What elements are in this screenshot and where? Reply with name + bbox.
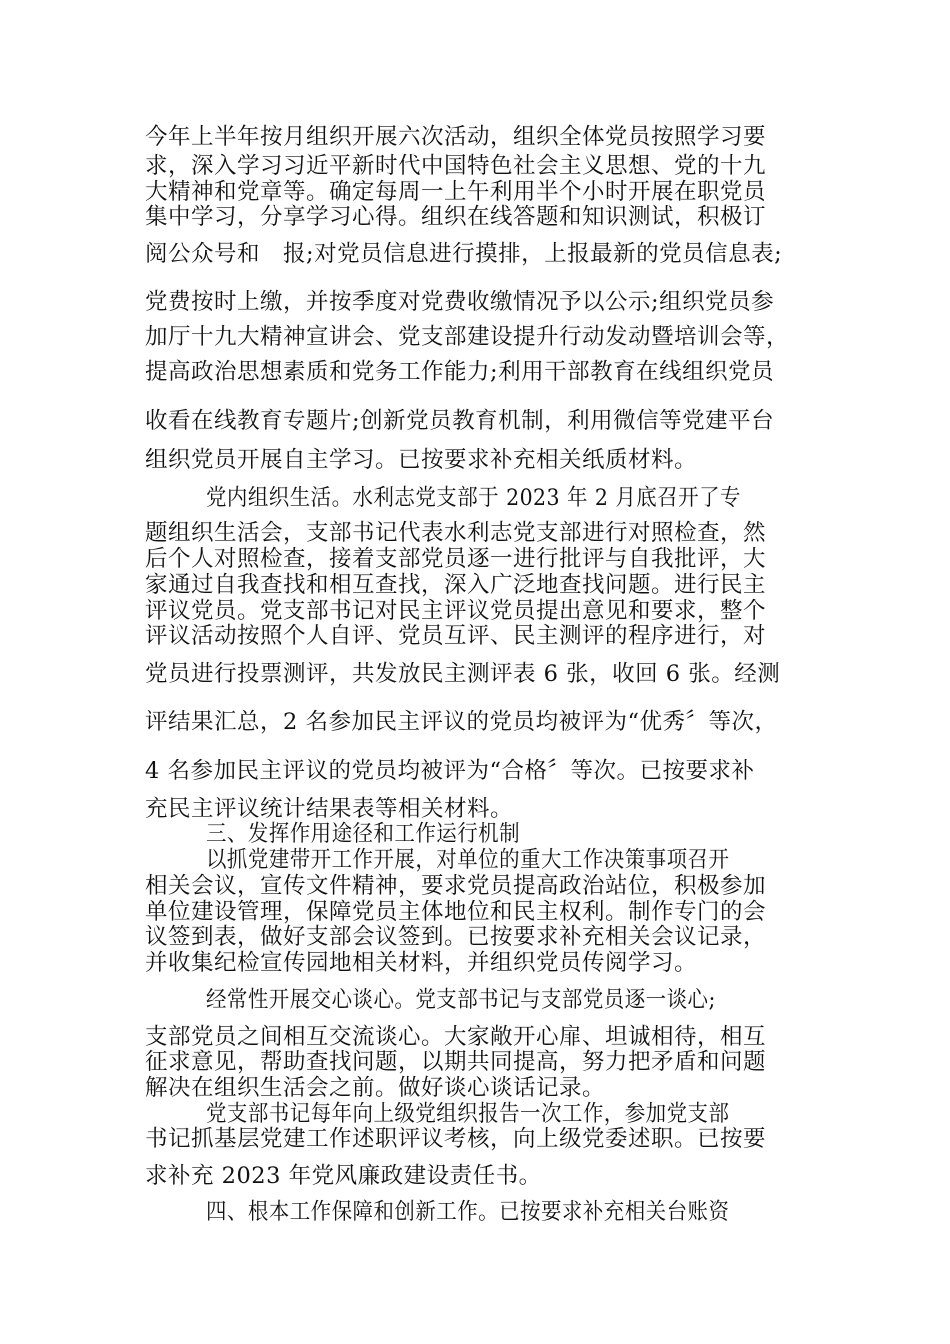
text-line: 并收集纪检宣传园地相关材料，并组织党员传阅学习。 (145, 950, 698, 976)
text-line: 题组织生活会，支部书记代表水利志党支部进行对照检查，然 (145, 520, 767, 546)
paragraph-first-line: 经常性开展交心谈心。党支部书记与支部党员逐一谈心; (206, 987, 716, 1013)
text-line: 党费按时上缴，并按季度对党费收缴情况予以公示;组织党员参 (145, 289, 775, 315)
text-line: 加厅十九大精神宣讲会、党支部建设提升行动发动暨培训会等， (145, 324, 790, 350)
text-line: 求补充 2023 年党风廉政建设责任书。 (145, 1163, 542, 1189)
text-line: 集中学习，分享学习心得。组织在线答题和知识测试，积极订 (145, 204, 767, 230)
section-heading: 四、根本工作保障和创新工作。已按要求补充相关台账资 (206, 1199, 730, 1225)
text-line: 相关会议，宣传文件精神，要求党员提高政治站位，积极参加 (145, 873, 767, 899)
text-line: 充民主评议统计结果表等相关材料。 (145, 796, 514, 822)
section-heading: 三、发挥作用途径和工作运行机制 (206, 821, 521, 847)
text-line: 支部党员之间相互交流谈心。大家敞开心扉、坦诚相待，相互 (145, 1024, 767, 1050)
text-line: 阅公众号和 报;对党员信息进行摸排，上报最新的党员信息表; (145, 241, 783, 267)
paragraph-first-line: 以抓党建带开工作开展，对单位的重大工作决策事项召开 (206, 847, 730, 873)
text-line: 后个人对照检查，接着支部党员逐一进行批评与自我批评，大 (145, 546, 767, 572)
text-line: 今年上半年按月组织开展六次活动，组织全体党员按照学习要 (145, 124, 767, 150)
text-line: 大精神和党章等。确定每周一上午利用半个小时开展在职党员 (145, 179, 767, 205)
text-line: 组织党员开展自主学习。已按要求补充相关纸质材料。 (145, 447, 698, 473)
text-line: 4 名参加民主评议的党员均被评为“合格〞等次。已按要求补 (145, 758, 755, 784)
text-line: 议签到表，做好支部会议签到。已按要求补充相关会议记录， (145, 924, 767, 950)
text-line: 评结果汇总，2 名参加民主评议的党员均被评为“优秀〞等次， (145, 709, 778, 735)
paragraph-first-line: 党内组织生活。水利志党支部于 2023 年 2 月底召开了专 (206, 485, 741, 511)
text-line: 征求意见，帮助查找问题，以期共同提高，努力把矛盾和问题 (145, 1049, 767, 1075)
text-line: 党员进行投票测评，共发放民主测评表 6 张，收回 6 张。经测 (145, 661, 781, 687)
text-line: 求，深入学习习近平新时代中国特色社会主义思想、党的十九 (145, 153, 767, 179)
text-line: 收看在线教育专题片;创新党员教育机制，利用微信等党建平台 (145, 408, 775, 434)
text-line: 提高政治思想素质和党务工作能力;利用干部教育在线组织党员 (145, 359, 775, 385)
text-line: 家通过自我查找和相互查找，深入广泛地查找问题。进行民主 (145, 572, 767, 598)
text-line: 评议活动按照个人自评、党员互评、民主测评的程序进行，对 (145, 623, 767, 649)
text-line: 书记抓基层党建工作述职评议考核，向上级党委述职。已按要 (145, 1126, 767, 1152)
text-line: 解决在组织生活会之前。做好谈心谈话记录。 (145, 1075, 606, 1101)
paragraph-first-line: 党支部书记每年向上级党组织报告一次工作，参加党支部 (206, 1101, 730, 1127)
text-line: 评议党员。党支部书记对民主评议党员提出意见和要求，整个 (145, 598, 767, 624)
text-line: 单位建设管理，保障党员主体地位和民主权利。制作专门的会 (145, 899, 767, 925)
